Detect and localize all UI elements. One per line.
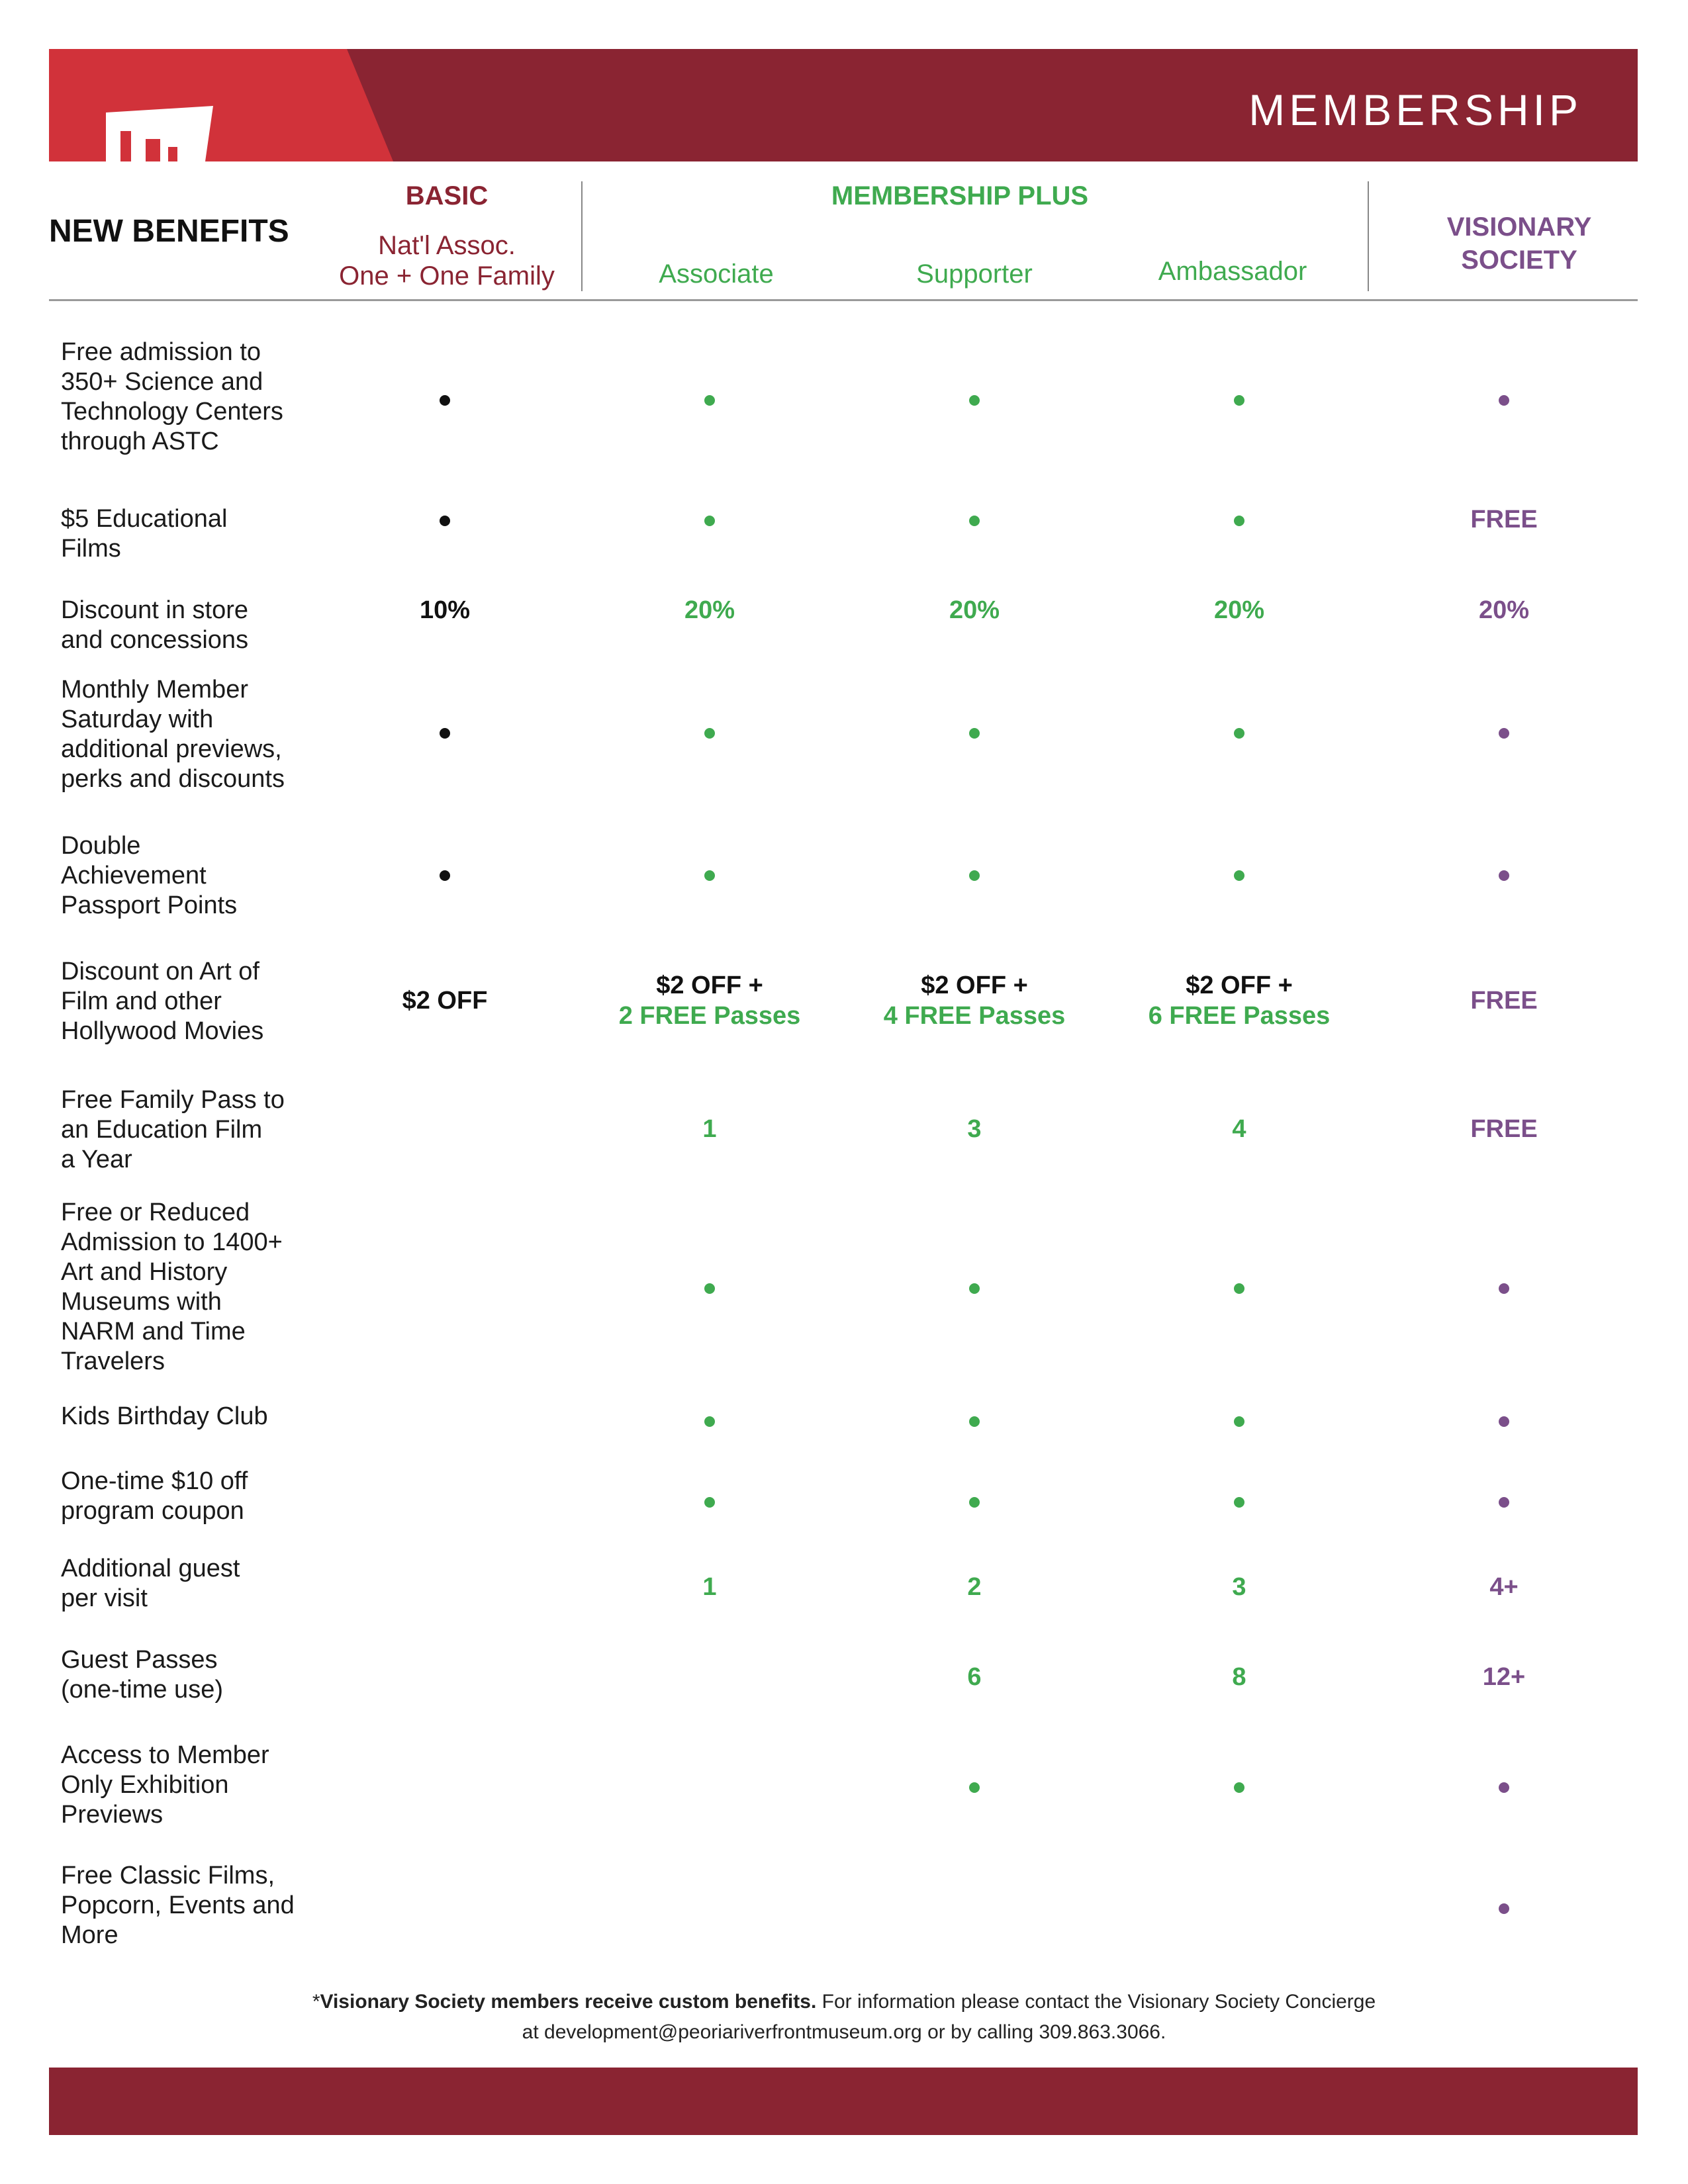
cell-visionary <box>1405 384 1603 414</box>
bullet-dot-icon <box>1234 1497 1244 1508</box>
bullet-dot-icon <box>440 728 450 739</box>
cell-supporter: 6 <box>967 1663 982 1691</box>
benefit-label-line: Free or Reduced <box>61 1199 250 1226</box>
bullet-dot-icon <box>969 1416 980 1427</box>
cell-line: 2 FREE Passes <box>618 1002 801 1030</box>
bullet-dot-icon <box>1499 1416 1509 1427</box>
cell-visionary <box>1405 1272 1603 1302</box>
museum-logo-icon <box>106 106 213 161</box>
bullet-dot-icon <box>704 395 715 406</box>
bullet-dot-icon <box>969 1283 980 1294</box>
benefit-label <box>61 1861 326 1950</box>
benefit-label <box>61 957 326 1046</box>
bullet-dot-icon <box>1499 1283 1509 1294</box>
visionary-title-line: SOCIETY <box>1461 246 1577 275</box>
benefit-label-line: Free Classic Films, <box>61 1862 275 1889</box>
cell-supporter <box>875 1405 1074 1435</box>
bullet-dot-icon <box>704 1283 715 1294</box>
bullet-dot-icon <box>969 395 980 406</box>
basic-column-subtitle <box>311 230 583 291</box>
cell-associate <box>610 504 809 535</box>
cell-line: 4 FREE Passes <box>883 1002 1066 1030</box>
benefit-label-line: program coupon <box>61 1497 244 1525</box>
cell-ambassador <box>1140 717 1338 747</box>
benefit-label-line: Access to Member <box>61 1741 269 1769</box>
bullet-dot-icon <box>440 516 450 526</box>
cell-ambassador: 3 <box>1232 1573 1246 1601</box>
benefit-label-line: Saturday with <box>61 705 214 733</box>
benefit-label-line: (one-time use) <box>61 1676 223 1704</box>
cell-visionary <box>1405 1771 1603 1801</box>
cell-basic <box>346 717 544 747</box>
cell-supporter <box>875 1771 1074 1801</box>
bullet-dot-icon <box>1499 870 1509 881</box>
visionary-society-title <box>1370 210 1668 277</box>
benefit-label-line: Free Family Pass to <box>61 1086 285 1114</box>
benefit-label <box>61 504 326 564</box>
benefit-label <box>61 1645 326 1705</box>
cell-visionary <box>1405 859 1603 889</box>
bullet-dot-icon <box>1234 1416 1244 1427</box>
bullet-dot-icon <box>704 1416 715 1427</box>
cell-associate <box>610 970 809 1031</box>
cell-associate <box>610 717 809 747</box>
cell-supporter <box>875 859 1074 889</box>
benefit-label-line: and concessions <box>61 626 249 654</box>
benefit-label-line: Achievement <box>61 862 207 889</box>
benefit-label-line: One-time $10 off <box>61 1467 248 1495</box>
benefit-label-line: Popcorn, Events and <box>61 1891 295 1919</box>
cell-ambassador <box>1140 504 1338 535</box>
benefit-label <box>61 1402 326 1432</box>
benefit-label-line: Free admission to <box>61 338 261 366</box>
benefit-label-line: Art and History <box>61 1258 228 1286</box>
bullet-dot-icon <box>969 870 980 881</box>
bullet-dot-icon <box>1499 395 1509 406</box>
benefit-label-line: 350+ Science and <box>61 368 263 396</box>
bullet-dot-icon <box>969 1782 980 1793</box>
bullet-dot-icon <box>1234 1782 1244 1793</box>
benefit-label-line: Kids Birthday Club <box>61 1402 268 1430</box>
bullet-dot-icon <box>969 728 980 739</box>
cell-supporter <box>875 504 1074 535</box>
cell-line: $2 OFF + <box>656 972 763 999</box>
cell-ambassador <box>1140 1486 1338 1516</box>
cell-line: $2 OFF + <box>1186 972 1293 999</box>
footnote-contact: at development@peoriariverfrontmuseum.org or by calling 309.863.3066. <box>522 2021 1166 2043</box>
bullet-dot-icon <box>704 870 715 881</box>
cell-associate: 20% <box>684 596 735 624</box>
benefit-label <box>61 1741 326 1830</box>
benefit-label-line: an Education Film <box>61 1116 263 1144</box>
benefit-label-line: Travelers <box>61 1347 165 1375</box>
cell-supporter <box>875 384 1074 414</box>
cell-associate <box>610 1272 809 1302</box>
tier-ambassador: Ambassador <box>1158 257 1307 286</box>
benefit-label-line: additional previews, <box>61 735 282 763</box>
cell-visionary: FREE <box>1470 1115 1538 1143</box>
benefit-label <box>61 1554 326 1614</box>
cell-supporter <box>875 970 1074 1031</box>
benefit-label-line: Hollywood Movies <box>61 1017 264 1045</box>
cell-visionary: 12+ <box>1482 1663 1526 1691</box>
tier-associate: Associate <box>659 259 774 289</box>
cell-visionary: 4+ <box>1489 1573 1519 1601</box>
bullet-dot-icon <box>1234 870 1244 881</box>
benefit-label <box>61 1467 326 1526</box>
cell-associate: 1 <box>702 1115 717 1143</box>
benefit-label <box>61 1198 326 1377</box>
benefit-label-line: a Year <box>61 1146 132 1173</box>
cell-associate <box>610 1486 809 1516</box>
benefit-label-line: Passport Points <box>61 891 238 919</box>
basic-subtitle-line: Nat'l Assoc. <box>378 231 516 260</box>
footnote <box>132 1987 1556 2048</box>
cell-associate: 1 <box>702 1573 717 1601</box>
cell-visionary <box>1405 1486 1603 1516</box>
benefit-label-line: NARM and Time <box>61 1318 246 1345</box>
basic-subtitle-line: One + One Family <box>339 261 555 291</box>
bullet-dot-icon <box>704 516 715 526</box>
bullet-dot-icon <box>1499 1497 1509 1508</box>
membership-plus-title: MEMBERSHIP PLUS <box>831 181 1089 210</box>
benefit-label-line: Only Exhibition <box>61 1771 229 1799</box>
benefit-label-line: perks and discounts <box>61 765 285 793</box>
benefit-label-line: Guest Passes <box>61 1646 218 1674</box>
benefit-label-line: Discount on Art of <box>61 958 259 985</box>
cell-ambassador <box>1140 1272 1338 1302</box>
footer-band <box>49 2068 1638 2135</box>
cell-ambassador <box>1140 1771 1338 1801</box>
benefit-label-line: Technology Centers <box>61 398 283 426</box>
cell-visionary: FREE <box>1470 987 1538 1015</box>
benefit-label <box>61 338 326 457</box>
cell-associate <box>610 384 809 414</box>
cell-associate <box>610 859 809 889</box>
bullet-dot-icon <box>969 1497 980 1508</box>
cell-visionary: 20% <box>1478 596 1530 624</box>
cell-visionary: FREE <box>1470 506 1538 533</box>
bullet-dot-icon <box>704 1497 715 1508</box>
footnote-mark: * <box>312 1991 320 2013</box>
cell-line: $2 OFF + <box>921 972 1028 999</box>
footnote-line <box>132 1987 1556 2017</box>
cell-line: 6 FREE Passes <box>1148 1002 1331 1030</box>
bullet-dot-icon <box>1499 1782 1509 1793</box>
benefit-label-line: Additional guest <box>61 1555 240 1582</box>
visionary-title-line: VISIONARY <box>1446 212 1592 242</box>
benefit-label <box>61 596 326 655</box>
cell-associate <box>610 1405 809 1435</box>
benefit-label-line: per visit <box>61 1584 148 1612</box>
cell-supporter: 3 <box>967 1115 982 1143</box>
benefit-label-line: Previews <box>61 1801 164 1829</box>
bullet-dot-icon <box>1234 728 1244 739</box>
bullet-dot-icon <box>969 516 980 526</box>
bullet-dot-icon <box>704 728 715 739</box>
benefit-label-line: Films <box>61 535 121 563</box>
cell-visionary <box>1405 1405 1603 1435</box>
bullet-dot-icon <box>1234 395 1244 406</box>
cell-visionary <box>1405 717 1603 747</box>
bullet-dot-icon <box>1234 1283 1244 1294</box>
cell-visionary <box>1405 1892 1603 1923</box>
bullet-dot-icon <box>440 395 450 406</box>
benefit-label-line: Double <box>61 832 141 860</box>
page-title: MEMBERSHIP <box>1248 85 1582 134</box>
cell-ambassador <box>1140 384 1338 414</box>
header-accent <box>49 49 393 161</box>
bullet-dot-icon <box>1499 1903 1509 1914</box>
cell-supporter <box>875 1272 1074 1302</box>
benefit-label-line: Admission to 1400+ <box>61 1228 283 1256</box>
cell-ambassador <box>1140 1405 1338 1435</box>
cell-basic <box>346 859 544 889</box>
footnote-rest: For information please contact the Visionary Society Concierge <box>816 1991 1376 2013</box>
header-rule <box>49 299 1638 301</box>
cell-supporter <box>875 717 1074 747</box>
column-divider <box>1368 181 1369 291</box>
cell-basic <box>346 384 544 414</box>
footnote-bold: Visionary Society members receive custom benefits. <box>320 1991 817 2013</box>
benefit-label-line: $5 Educational <box>61 505 228 533</box>
cell-ambassador <box>1140 970 1338 1031</box>
bullet-dot-icon <box>440 870 450 881</box>
benefit-label <box>61 1085 326 1175</box>
cell-ambassador: 20% <box>1213 596 1265 624</box>
benefit-label-line: through ASTC <box>61 428 219 455</box>
basic-column-title: BASIC <box>405 181 489 210</box>
benefit-label <box>61 675 326 794</box>
benefit-label-line: More <box>61 1921 118 1949</box>
cell-basic: $2 OFF <box>402 987 488 1015</box>
bullet-dot-icon <box>1499 728 1509 739</box>
cell-supporter: 20% <box>949 596 1000 624</box>
benefit-label-line: Discount in store <box>61 596 249 624</box>
cell-supporter <box>875 1486 1074 1516</box>
cell-basic: 10% <box>419 596 471 624</box>
benefit-label <box>61 831 326 921</box>
new-benefits-heading: NEW BENEFITS <box>49 214 289 249</box>
bullet-dot-icon <box>1234 516 1244 526</box>
benefit-label-line: Film and other <box>61 987 222 1015</box>
cell-ambassador <box>1140 859 1338 889</box>
tier-supporter: Supporter <box>916 259 1033 289</box>
column-divider <box>581 181 583 291</box>
cell-basic <box>346 504 544 535</box>
benefit-label-line: Museums with <box>61 1288 222 1316</box>
cell-supporter: 2 <box>967 1573 982 1601</box>
cell-ambassador: 4 <box>1232 1115 1246 1143</box>
benefit-label-line: Monthly Member <box>61 676 248 704</box>
cell-ambassador: 8 <box>1232 1663 1246 1691</box>
